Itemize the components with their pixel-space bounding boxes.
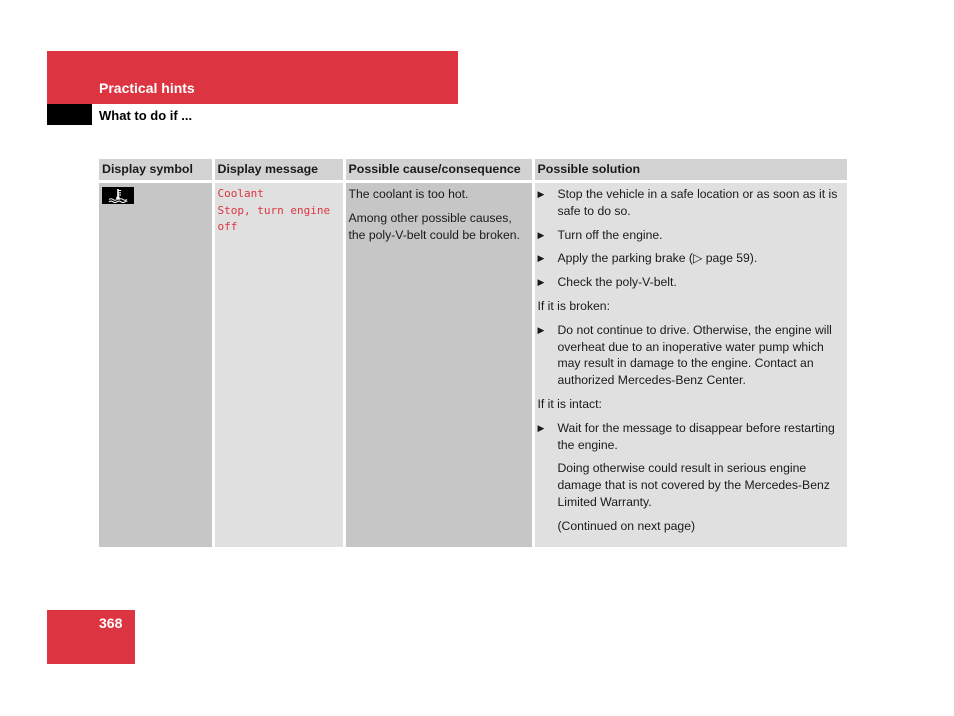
bullet-arrow-icon: ▶ [537,229,545,240]
solution-step [538,420,845,454]
solution-step [538,250,845,267]
cause-text: Among other possible causes, the poly-V-belt could be broken. [348,210,520,242]
table-header-row [99,159,847,182]
solution-step [538,322,845,389]
solution-step-text: Check the poly-V-belt. [557,275,677,290]
bullet-arrow-icon: ▶ [537,253,545,264]
solution-step-text: Turn off the engine. [557,227,663,242]
solution-step-text: Wait for the message to disappear before restarting the engine. [557,420,835,452]
bullet-arrow-icon: ▶ [537,324,545,335]
solution-step [538,186,845,220]
solution-step-text: Apply the parking brake (▷ page 59). [557,251,758,266]
solution-note: Doing otherwise could result in serious engine damage that is not covered by the Mercedes-Benz Limited Warranty. [557,461,830,509]
bullet-arrow-icon: ▶ [537,277,545,288]
solution-step [538,227,845,244]
display-message-table [99,159,847,547]
page-number: 368 [99,615,123,631]
coolant-temperature-icon [102,187,134,204]
display-message-cell [213,182,344,547]
display-message-text: Coolant Stop, turn engine off [217,187,331,233]
solution-condition: If it is intact: [537,396,602,411]
solution-condition: If it is broken: [537,298,610,313]
possible-cause-cell [344,182,533,547]
column-header-display-symbol: Display symbol [99,159,213,182]
column-header-display-message: Display message [213,159,344,182]
column-header-possible-cause: Possible cause/consequence [344,159,533,182]
table-row [99,182,847,547]
subsection-title: What to do if ... [99,108,193,123]
bullet-arrow-icon: ▶ [537,189,545,199]
possible-solution-cell [533,182,847,547]
section-title: Practical hints [99,80,195,96]
solution-step-text: Do not continue to drive. Otherwise, the engine will overheat due to an inoperative water pump which may result in damage to the engine. Contact an authorized Mercedes-Benz Center. [557,322,832,388]
header-band [47,51,458,104]
bullet-arrow-icon: ▶ [537,422,545,433]
cause-text: The coolant is too hot. [348,187,469,201]
display-symbol-cell [99,182,213,547]
column-header-possible-solution: Possible solution [533,159,847,182]
solution-step [538,274,845,291]
section-marker-tab [47,104,92,125]
solution-step-text: Stop the vehicle in a safe location or as soon as it is safe to do so. [557,187,838,218]
continued-note: (Continued on next page) [557,518,696,533]
